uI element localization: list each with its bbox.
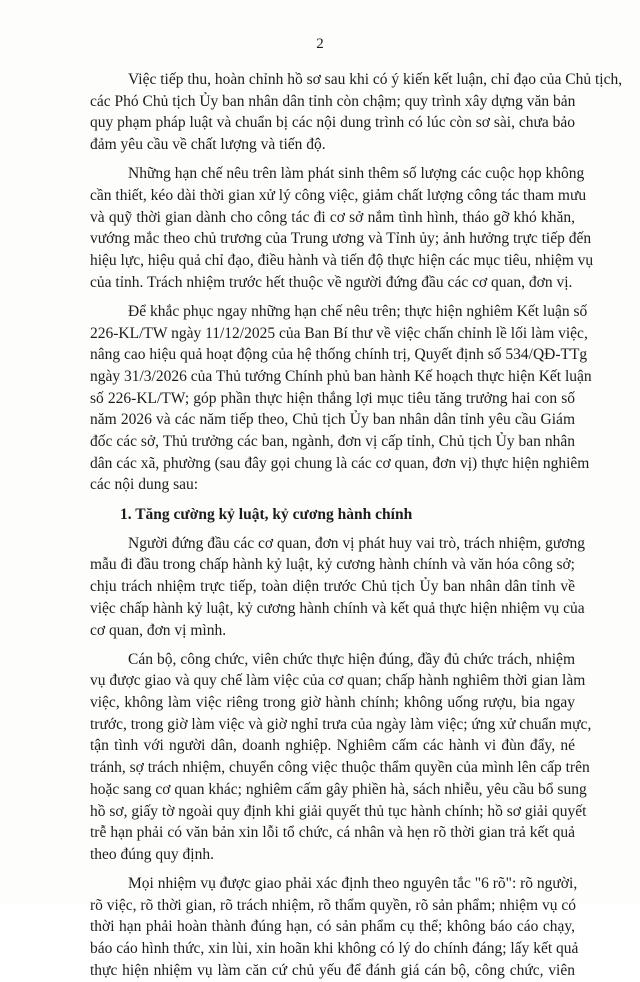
paragraph-spacer: [90, 525, 575, 533]
paragraph-line: Mọi nhiệm vụ được giao phải xác định theo nguyên tắc "6 rõ": rõ người,: [128, 875, 578, 893]
page-number: 2: [316, 36, 324, 52]
paragraph-line: mẫu đi đầu trong chấp hành kỷ luật, kỷ cương hành chính và văn hóa công sở;: [90, 556, 575, 574]
paragraph-line: hồ sơ, giấy tờ ngoài quy định khi giải quyết thủ tục hành chính; hồ sơ giải quyết: [90, 802, 587, 820]
paragraph-spacer: [90, 156, 575, 164]
paragraph-line: việc, không làm việc riêng trong giờ hành chính; không uống rượu, bia ngay: [90, 694, 575, 712]
paragraph-line: ngày 31/3/2026 của Thủ tướng Chính phủ ban hành Kế hoạch thực hiện Kết luận: [90, 367, 592, 385]
paragraph-line: Để khắc phục ngay những hạn chế nêu trên; thực hiện nghiêm Kết luận số: [128, 302, 588, 320]
paragraph-line: trước, trong giờ làm việc và giờ nghỉ trưa của ngày làm việc; ứng xử chuẩn mực,: [90, 715, 592, 733]
paragraph-spacer: [90, 293, 575, 301]
paragraph-line: trễ hạn phải có văn bản xin lỗi tổ chức, cá nhân và hẹn rõ thời gian trả kết quả: [90, 824, 575, 842]
paragraph: [90, 533, 586, 641]
paragraph-line: đảm yêu cầu về chất lượng và tiến độ.: [90, 136, 326, 154]
paragraph: [90, 649, 592, 866]
paragraph-line: rõ việc, rõ thời gian, rõ trách nhiệm, rõ thẩm quyền, rõ sản phẩm; nhiệm vụ có: [90, 896, 576, 914]
paragraph-line: vướng mắc theo chủ trương của Trung ương và Tỉnh ủy; ảnh hưởng trực tiếp đến: [90, 230, 592, 248]
paragraph-line: dân các xã, phường (sau đây gọi chung là các cơ quan, đơn vị) thực hiện nghiêm: [90, 454, 590, 472]
paragraph-line: đốc các sở, Thủ trưởng các ban, ngành, đơn vị cấp tỉnh, Chủ tịch Ủy ban nhân: [90, 433, 575, 450]
paragraph-line: quy phạm pháp luật và chuẩn bị các nội dung trình có lúc còn sơ sài, chưa bảo: [90, 114, 575, 132]
paragraph-line: theo đúng quy định.: [90, 845, 214, 863]
paragraph-line: báo cáo hình thức, xin lùi, xin hoãn khi không có lý do chính đáng; lấy kết quả: [90, 940, 579, 958]
paragraph-line: 226-KL/TW ngày 11/12/2025 của Ban Bí thư về việc chấn chỉnh lề lối làm việc,: [90, 324, 588, 342]
section-heading: [90, 504, 575, 526]
paragraph-line: vụ được giao và quy chế làm việc của cơ quan; chấp hành nghiêm thời gian làm: [90, 672, 586, 690]
paragraph-spacer: [90, 866, 575, 874]
paragraph-line: hiệu lực, hiệu quả chỉ đạo, điều hành và tiến độ thực hiện các mục tiêu, nhiệm vụ: [90, 252, 594, 269]
heading-text: 1. Tăng cường kỷ luật, kỷ cương hành chính: [120, 505, 413, 523]
paragraph: [90, 69, 623, 156]
paragraph-line: Việc tiếp thu, hoàn chỉnh hồ sơ sau khi có ý kiến kết luận, chỉ đạo của Chủ tịch,: [128, 71, 623, 88]
paragraph-spacer: [90, 496, 575, 504]
paragraph-line: thực hiện nhiệm vụ làm căn cứ chủ yếu để đánh giá cán bộ, công chức, viên: [90, 961, 575, 979]
paragraph-line: các Phó Chủ tịch Ủy ban nhân dân tỉnh còn chậm; quy trình xây dựng văn bản: [90, 92, 576, 110]
paragraph: [90, 163, 594, 293]
paragraph-line: thời hạn phải hoàn thành đúng hạn, có sản phẩm cụ thể; không báo cáo chạy,: [90, 918, 575, 936]
paragraph-line: chịu trách nhiệm trực tiếp, toàn diện trước Chủ tịch Ủy ban nhân dân tỉnh về: [90, 578, 575, 596]
paragraph-line: số 226-KL/TW; góp phần thực hiện thắng lợi mục tiêu tăng trưởng hai con số: [90, 389, 575, 407]
paragraph-line: việc chấp hành kỷ luật, kỷ cương hành chính và kết quả thực hiện nhiệm vụ của: [90, 599, 585, 617]
paragraph-line: hoặc sang cơ quan khác; nghiêm cấm gây phiền hà, sách nhiễu, yêu cầu bổ sung: [90, 780, 587, 798]
paragraph-line: tận tình với người dân, doanh nghiệp. Nghiêm cấm các hành vi đùn đẩy, né: [90, 737, 575, 755]
paragraph-line: Những hạn chế nêu trên làm phát sinh thêm số lượng các cuộc họp không: [128, 165, 585, 183]
paragraph-line: cơ quan, đơn vị mình.: [90, 621, 227, 639]
paragraph-line: các nội dung sau:: [90, 476, 199, 494]
document-body: [90, 69, 623, 982]
paragraph-line: Người đứng đầu các cơ quan, đơn vị phát huy vai trò, trách nhiệm, gương: [128, 534, 586, 552]
paragraph-line: và quỹ thời gian dành cho công tác đi cơ sở nắm tình hình, tháo gỡ khó khăn,: [90, 208, 575, 226]
paragraph: [90, 301, 592, 496]
paragraph-line: của tỉnh. Trách nhiệm trước hết thuộc về người đứng đầu các cơ quan, đơn vị.: [90, 273, 573, 291]
paragraph-line: Cán bộ, công chức, viên chức thực hiện đúng, đầy đủ chức trách, nhiệm: [128, 650, 575, 668]
paragraph-line: tránh, sợ trách nhiệm, chuyển công việc thuộc thẩm quyền của mình lên cấp trên: [90, 759, 590, 777]
paragraph-line: cần thiết, kéo dài thời gian xử lý công việc, giảm chất lượng công tác tham mưu: [90, 186, 587, 204]
paragraph-spacer: [90, 641, 575, 649]
paragraph-line: năm 2026 và các năm tiếp theo, Chủ tịch Ủy ban nhân dân tỉnh yêu cầu Giám: [90, 411, 575, 429]
paragraph: [90, 873, 579, 981]
paragraph-line: nâng cao hiệu quả hoạt động của hệ thống chính trị, Quyết định số 534/QĐ-TTg: [90, 346, 588, 364]
